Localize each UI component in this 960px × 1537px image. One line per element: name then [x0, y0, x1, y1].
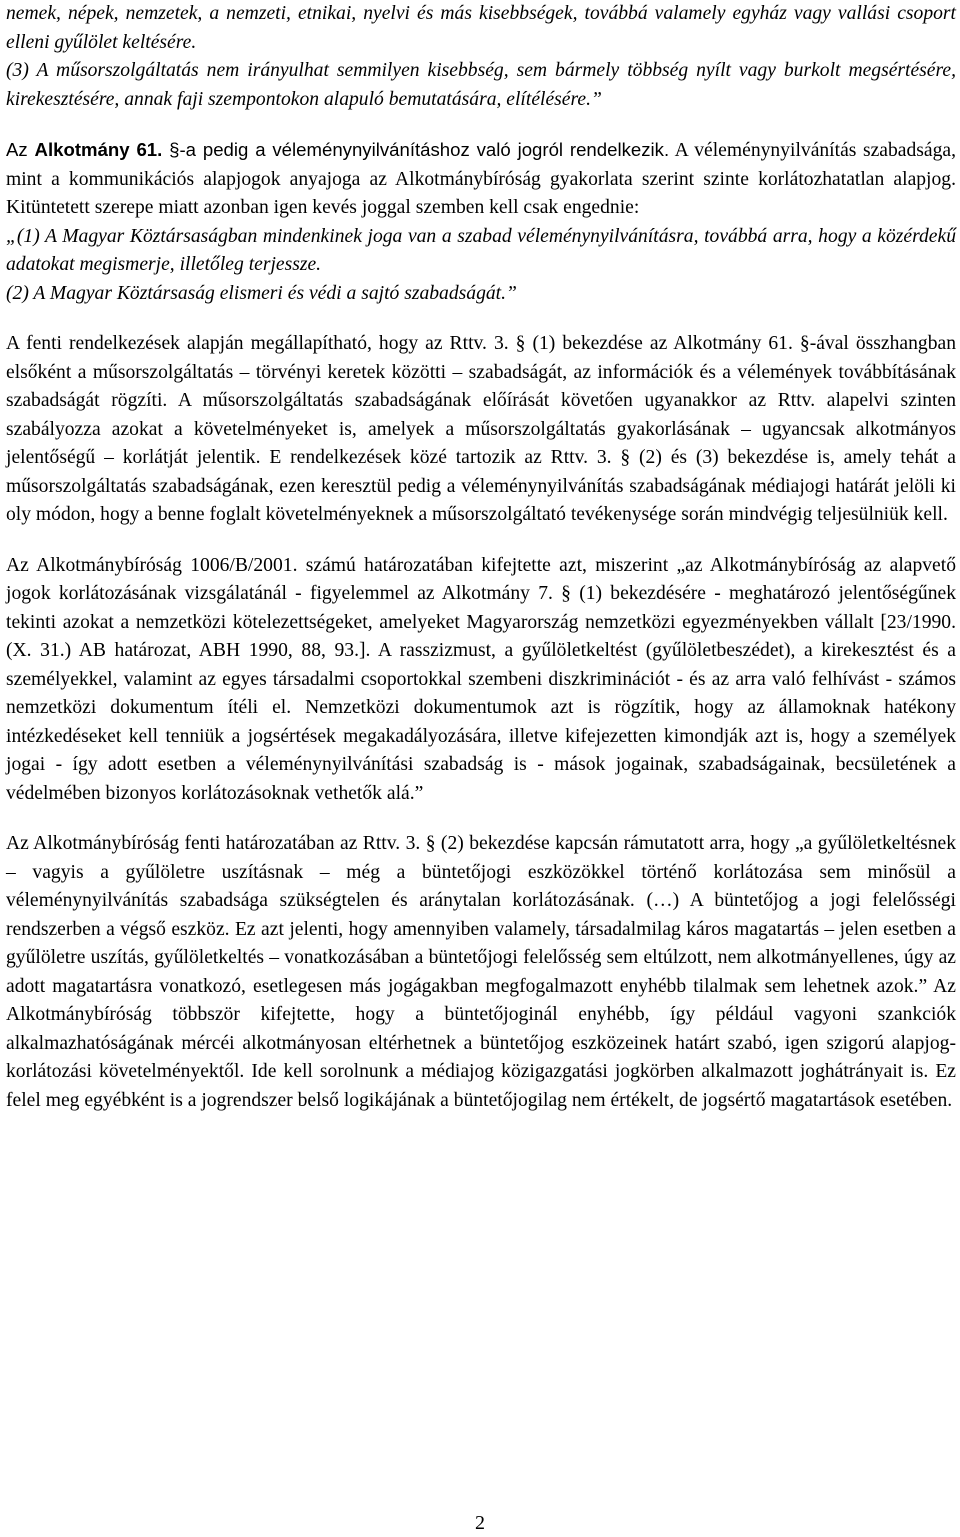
paragraph-1-quote1: „(1) A Magyar Köztársaságban mindenkinek joga van a szabad véleménynyilvánításra, továbbá arra, hogy a közérdekű adatokat megismerje, illetőleg terjessze. [6, 225, 956, 275]
paragraph-ab-hatarozat: Az Alkotmánybíróság fenti határozatában az Rttv. 3. § (2) bekezdése kapcsán rámutatott arra, hogy „a gyűlöletkeltésnek – vagyis a gyűlöletre uszításnak – még a büntetőjogi eszközökkel történő korlátozása sem minősül a véleménynyilvánítás szabadsága szükségtelen és aránytalan korlátozásának. (…) A büntetőjog a jogi felelősségi rendszerben a végső eszköz. Ez azt jelenti, hogy amennyiben valamely, társadalmilag káros magatartás – jelen esetben a gyűlöletre uszítás, gyűlöletkeltés – vonatkozásában a büntetőjogi felelősség sem eltúlzott, nem alkotmányellenes, úgy az adott magatartásra vonatkozó, esetlegesen más jogágakban megfogalmazott enyhébb tilalmak sem lehetnek azok.” Az Alkotmánybíróság többször kifejtette, hogy a büntetőjoginál enyhébb, így például vagyoni szankciók alkalmazhatóságának mércéi alkotmányosan eltérhetnek a büntetőjog eszközeinek határt szabó, igen szigorú alapjog-korlátozási követelményektől. Ide kell sorolnunk a médiajog közigazgatási jogkörben alkalmazott joghátrányait is. Ez felel meg egyébként is a jogrendszer belső logikájának a büntetőjogilag nem értékelt, de jogsértő magatartások esetében. [6, 833, 956, 1111]
document-page [6, 0, 956, 1115]
paragraph-1-quote2: (2) A Magyar Köztársaság elismeri és védi a sajtó szabadságát.” [6, 282, 517, 304]
quote-top-line1: nemek, népek, nemzetek, a nemzeti, etnikai, nyelvi és más kisebbségek, továbbá valamely egyház vagy vallási csoport elleni gyűlölet keltésére. [6, 3, 956, 53]
paragraph-1-lead-rest: §-a pedig a véleménynyilvánításhoz való jogról rendelkezik. [162, 139, 670, 160]
paragraph-1-lead: Az [6, 139, 35, 160]
paragraph-1-body: A véleménynyilvánítás szabadsága, mint a kommunikációs alapjogok anyajoga az Alkotmánybíróság gyakorlata szerint szinte korlátozhatatlan alapjog. Kitüntetett szerepe miatt azonban igen kevés joggal szemben kell csak engednie: [6, 140, 956, 218]
quote-top [6, 0, 956, 114]
paragraph-ab-1006: Az Alkotmánybíróság 1006/B/2001. számú határozatában kifejtette azt, miszerint „az Alkotmánybíróság az alapvető jogok korlátozásának vizsgálatánál - figyelemmel az Alkotmány 7. § (1) bekezdésére - meghatározó jelentőségűnek tekinti azokat a nemzetközi kötelezettségeket, amelyeket Magyarország nemzetközi egyezményekben vállalt [23/1990. (X. 31.) AB határozat, ABH 1990, 88, 93.]. A rasszizmust, a gyűlöletkeltést (gyűlöletbeszédet), a kirekesztést és a személyekkel, valamint az egyes társadalmi csoportokkal szembeni diszkriminációt - és az arra való felhívást - számos nemzetközi dokumentum ítéli el. Nemzetközi dokumentumok azt is rögzítik, hogy az államoknak hatékony intézkedéseket kell tenniük a jogsértések megakadályozására, illetve kifejezetten kimondják azt is, hogy a személyek jogai - így adott esetben a véleménynyilvánítási szabadság is - mások jogainak, szabadságainak, becsületének a védelmében bizonyos korlátozásoknak vethetők alá.” [6, 554, 956, 804]
paragraph-rttv-3: A fenti rendelkezések alapján megállapítható, hogy az Rttv. 3. § (1) bekezdése az Alkotmány 61. §-ával összhangban elsőként a műsorszolgáltatás – törvényi keretek közötti – szabadságát, az információk és a vélemények továbbításának szabadságát rögzíti. A műsorszolgáltatás szabadságának előírását követően ugyanakkor az Rttv. alapelvi szinten szabályozza azokat a követelményeket is, amelyek a műsorszolgáltatás gyakorlásának – ugyancsak alkotmányos jelentőségű – korlátját jelentik. E rendelkezések közé tartozik az Rttv. 3. § (2) és (3) bekezdése is, amely tehát a műsorszolgáltatás szabadságának, ezen keresztül pedig a véleménynyilvánítás szabadságának médiajogi határát jelöli ki oly módon, hogy a benne foglalt követelményeknek a műsorszolgáltató tevékenysége során mindvégig teljesülniük kell. [6, 333, 956, 525]
paragraph-alkotmany-61 [6, 136, 956, 308]
quote-top-line2: (3) A műsorszolgáltatás nem irányulhat semmilyen kisebbség, sem bármely többség nyílt vagy burkolt megsértésére, kirekesztésére, annak faji szempontokon alapuló bemutatására, elítélésére.” [6, 60, 956, 110]
page-number: 2 [475, 1512, 485, 1534]
paragraph-1-lead-bold: Alkotmány 61. [34, 139, 163, 160]
